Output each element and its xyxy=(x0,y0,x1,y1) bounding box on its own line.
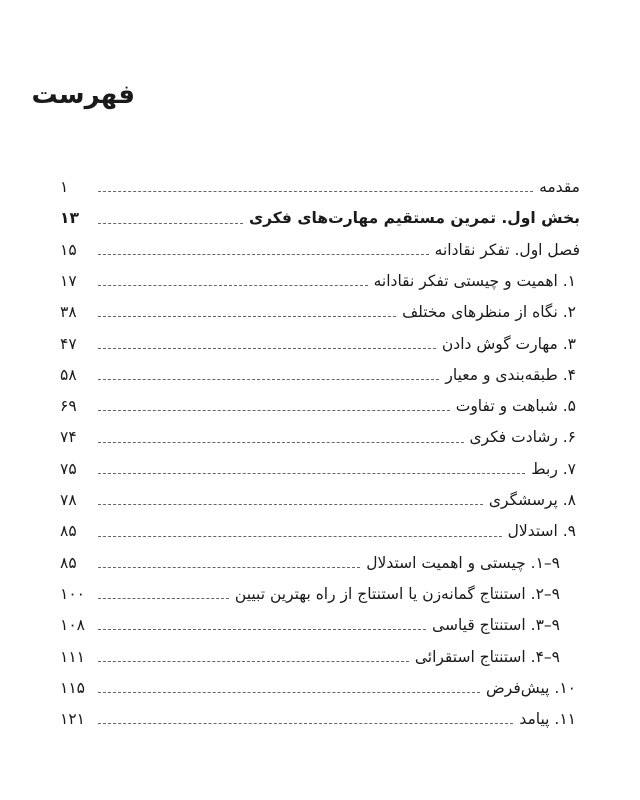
dotted-leader xyxy=(98,379,439,380)
dotted-leader xyxy=(98,285,368,286)
toc-entry-page-number: ۱۲۱ xyxy=(60,710,85,729)
toc-entry-label: ۹–۴. استنتاج استقرائی xyxy=(414,647,560,666)
toc-entry xyxy=(60,575,580,606)
toc-entry xyxy=(60,418,580,449)
toc-entry-label: ۱۱. پیامد xyxy=(519,710,576,729)
toc-entry-page-number: ۳۸ xyxy=(60,303,77,322)
dotted-leader xyxy=(98,442,464,443)
toc-entry-page-number: ۱۵ xyxy=(60,240,77,259)
toc-entry xyxy=(60,637,580,668)
toc-entry-page-number: ۱ xyxy=(60,178,69,197)
dotted-leader xyxy=(98,567,360,568)
toc-entry xyxy=(60,512,580,543)
toc-entry-label: ۹. استدلال xyxy=(507,522,576,541)
dotted-leader xyxy=(98,661,409,662)
toc-entry-label: ۷. ربط xyxy=(531,459,576,478)
toc-entry-page-number: ۱۷ xyxy=(60,271,77,290)
dotted-leader xyxy=(98,536,502,537)
dotted-leader xyxy=(98,410,450,411)
toc-entry xyxy=(60,606,580,637)
toc-entry xyxy=(60,262,580,293)
dotted-leader xyxy=(98,504,483,505)
toc-entry-page-number: ۱۰۸ xyxy=(60,616,85,635)
toc-entry xyxy=(60,231,580,262)
dotted-leader xyxy=(98,723,513,724)
dotted-leader xyxy=(98,191,533,192)
toc-entry xyxy=(60,387,580,418)
toc-entry-page-number: ۷۸ xyxy=(60,491,77,510)
dotted-leader xyxy=(98,629,426,630)
toc-entry-page-number: ۱۰۰ xyxy=(60,584,85,603)
toc-entry xyxy=(60,168,580,199)
toc-entry xyxy=(60,324,580,355)
table-of-contents xyxy=(60,168,580,731)
dotted-leader xyxy=(98,316,396,317)
toc-entry-label: فصل اول. تفکر نقادانه xyxy=(434,240,580,259)
toc-entry xyxy=(60,356,580,387)
toc-entry-label: ۹–۲. استنتاج گمانه‌زن یا استنتاج از راه بهترین تبیین xyxy=(234,584,560,603)
toc-entry xyxy=(60,481,580,512)
toc-entry-page-number: ۷۴ xyxy=(60,428,77,447)
dotted-leader xyxy=(98,348,436,349)
toc-entry-page-number: ۶۹ xyxy=(60,397,77,416)
dotted-leader xyxy=(98,692,480,693)
toc-entry-label: ۲. نگاه از منظرهای مختلف xyxy=(402,303,576,322)
toc-entry-label: ۱۰. پیش‌فرض xyxy=(486,678,576,697)
dotted-leader xyxy=(98,598,229,599)
dotted-leader xyxy=(98,254,429,255)
toc-entry-page-number: ۸۵ xyxy=(60,553,77,572)
toc-entry xyxy=(60,669,580,700)
toc-entry xyxy=(60,544,580,575)
toc-entry-page-number: ۱۱۵ xyxy=(60,678,85,697)
toc-entry-page-number: ۵۸ xyxy=(60,365,77,384)
toc-entry-label: ۶. رشادت فکری xyxy=(469,428,576,447)
toc-entry-label: ۴. طبقه‌بندی و معیار xyxy=(445,365,576,384)
toc-entry-page-number: ۱۳ xyxy=(60,209,79,228)
toc-entry-label: مقدمه xyxy=(539,178,580,197)
toc-entry-page-number: ۴۷ xyxy=(60,334,77,353)
toc-entry-label: ۹–۳. استنتاج قیاسی xyxy=(432,616,560,635)
toc-entry xyxy=(60,450,580,481)
toc-entry-label: ۵. شباهت و تفاوت xyxy=(455,397,576,416)
page-title: فهرست xyxy=(31,80,135,110)
toc-entry-label: ۹–۱. چیستی و اهمیت استدلال xyxy=(366,553,560,572)
toc-entry-page-number: ۱۱۱ xyxy=(60,647,85,666)
toc-entry-label: ۳. مهارت گوش دادن xyxy=(441,334,576,353)
toc-entry xyxy=(60,700,580,731)
toc-entry-label: ۱. اهمیت و چیستی تفکر نقادانه xyxy=(373,271,576,290)
toc-entry-page-number: ۸۵ xyxy=(60,522,77,541)
dotted-leader xyxy=(98,223,243,224)
toc-entry-page-number: ۷۵ xyxy=(60,459,77,478)
toc-entry xyxy=(60,199,580,230)
toc-entry xyxy=(60,293,580,324)
dotted-leader xyxy=(98,473,525,474)
toc-entry-label: بخش اول. تمرین مستقیم مهارت‌های فکری xyxy=(248,209,580,228)
toc-entry-label: ۸. پرسشگری xyxy=(488,491,576,510)
